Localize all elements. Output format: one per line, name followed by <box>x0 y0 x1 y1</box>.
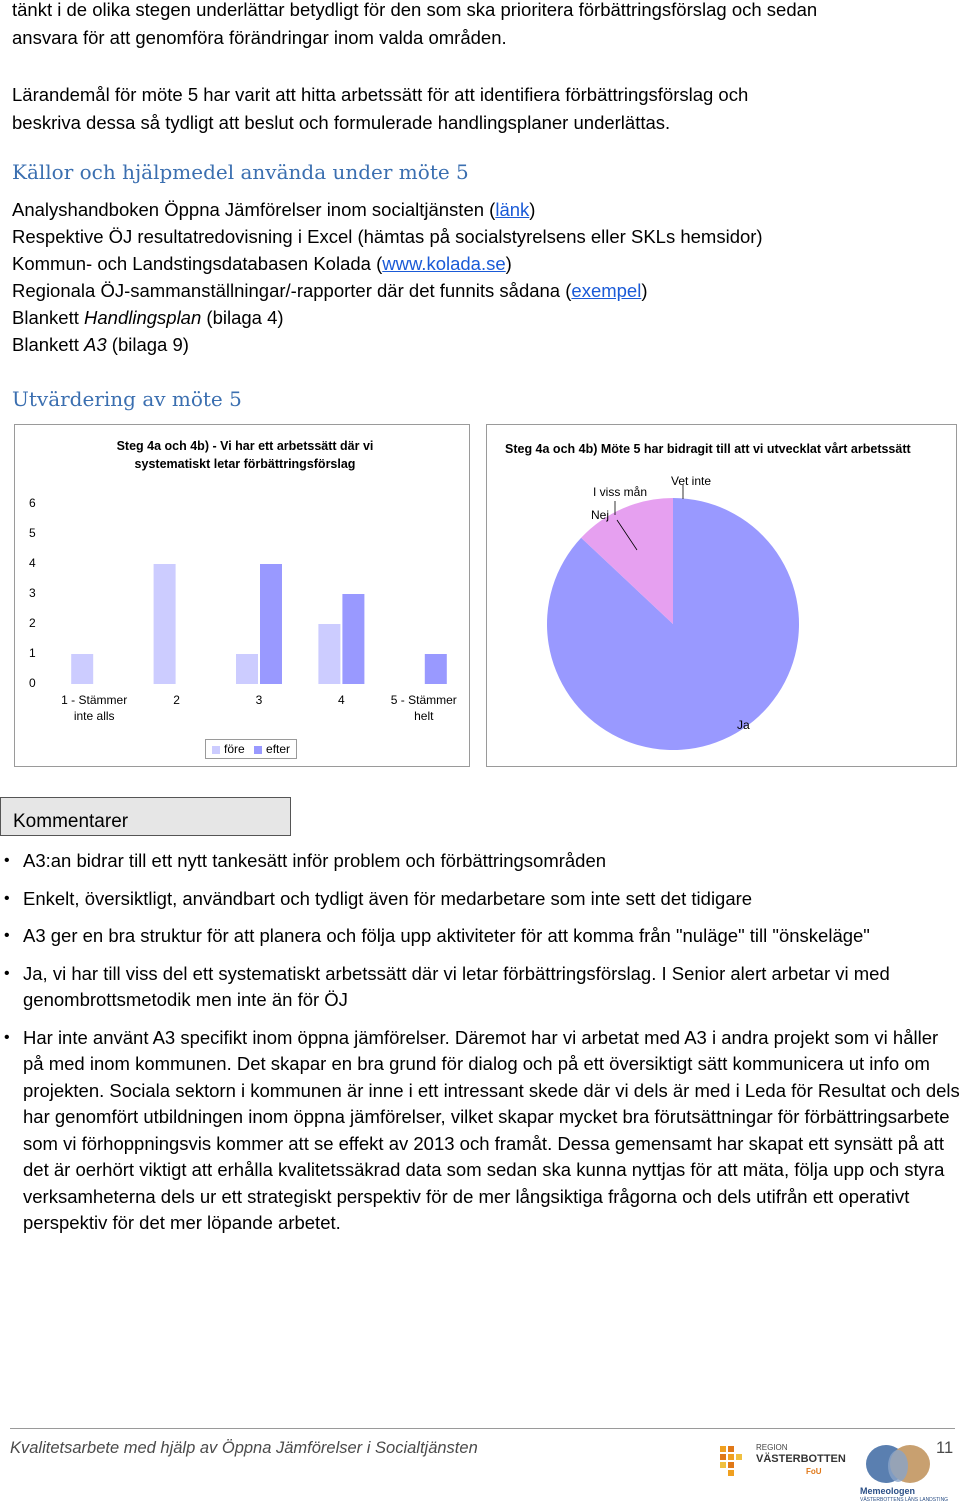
bar-y-tick: 0 <box>29 676 36 690</box>
pie-chart-frame <box>486 424 957 767</box>
intro-p1-line2: ansvara för att genomföra förändringar inom valda områden. <box>12 27 507 48</box>
source-3-text: Kommun- och Landstingsdatabasen Kolada ( <box>12 253 383 274</box>
comment-item: • A3 ger en bra struktur för att planera och följa upp aktiviteter för att komma från "nuläge" till "önskeläge" <box>0 923 960 950</box>
pie-label-nej: Nej <box>591 508 610 522</box>
bar-efter-2 <box>260 564 282 684</box>
source-5-b: (bilaga 4) <box>201 307 284 328</box>
source-line-5 <box>12 304 763 331</box>
bar-fore-1 <box>154 564 176 684</box>
bar-x-tick: 1 - Stämmer inte alls <box>61 693 128 723</box>
region-logo-name: VÄSTERBOTTEN <box>756 1453 846 1465</box>
comments-heading: Kommentarer <box>13 811 129 832</box>
legend-swatch-efter <box>254 746 262 754</box>
source-line-4 <box>12 277 763 304</box>
link-exempel[interactable]: exempel <box>571 280 642 301</box>
legend-label-efter: efter <box>266 742 291 756</box>
bar-y-tick: 5 <box>29 526 36 540</box>
pie-chart <box>487 425 956 766</box>
pie-chart-title: Steg 4a och 4b) Möte 5 har bidragit till att vi utvecklat vårt arbetssätt <box>505 442 911 456</box>
bar-y-tick: 6 <box>29 496 36 510</box>
intro-paragraph-2 <box>12 81 952 137</box>
comments-heading-box <box>0 797 291 836</box>
pie-label-i-viss-man: I viss mån <box>593 485 648 499</box>
comment-item: • A3:an bidrar till ett nytt tankesätt inför problem och förbättringsområden <box>0 848 960 875</box>
bar-x-tick: 2 <box>173 693 180 707</box>
page-number: 11 <box>936 1439 954 1457</box>
intro-paragraph-1 <box>12 0 952 52</box>
legend-label-fore: före <box>224 742 245 756</box>
pie-label-ja: Ja <box>737 718 750 732</box>
pie-label-vet-inte: Vet inte <box>671 474 712 488</box>
bar-chart-frame <box>14 424 470 767</box>
region-logo-word: REGION <box>756 1443 788 1452</box>
link-lank[interactable]: länk <box>495 199 530 220</box>
faces-logo-icon <box>858 1444 940 1486</box>
source-line-3 <box>12 250 763 277</box>
source-4-end: ) <box>641 280 648 301</box>
legend-swatch-fore <box>212 746 220 754</box>
memeologen-name: Memeologen <box>860 1486 916 1496</box>
source-5-a: Blankett <box>12 307 84 328</box>
source-5-italic: Handlingsplan <box>84 307 202 328</box>
footer-title: Kvalitetsarbete med hjälp av Öppna Jämförelser i Socialtjänsten <box>10 1439 478 1457</box>
source-6-b: (bilaga 9) <box>106 334 189 355</box>
intro-p2-line1: Lärandemål för möte 5 har varit att hitta arbetssätt för att identifiera förbättringsförslag och <box>12 84 749 105</box>
bar-efter-4 <box>425 654 447 684</box>
source-1-text: Analyshandboken Öppna Jämförelser inom socialtjänsten ( <box>12 199 496 220</box>
bar-fore-3 <box>318 624 340 684</box>
sources-list <box>12 196 763 358</box>
region-logo-icon <box>718 1444 748 1478</box>
source-3-end: ) <box>505 253 512 274</box>
source-6-a: Blankett <box>12 334 84 355</box>
bar-y-tick: 3 <box>29 586 36 600</box>
evaluation-heading: Utvärdering av möte 5 <box>12 387 242 411</box>
bar-efter-3 <box>342 594 364 684</box>
bar-fore-2 <box>236 654 258 684</box>
source-line-2: Respektive ÖJ resultatredovisning i Excel (hämtas på socialstyrelsens eller SKLs hemsidor) <box>12 226 763 247</box>
bar-legend <box>205 739 297 759</box>
source-1-end: ) <box>529 199 536 220</box>
link-kolada[interactable]: www.kolada.se <box>382 253 506 274</box>
bar-y-tick: 2 <box>29 616 36 630</box>
bar-x-tick: 5 - Stämmer helt <box>390 693 457 723</box>
source-4-text: Regionala ÖJ-sammanställningar/-rapporter där det funnits sådana ( <box>12 280 572 301</box>
bar-fore-0 <box>71 654 93 684</box>
intro-p1-line1: tänkt i de olika stegen underlättar betydligt för den som ska prioritera förbättringsförslag och sedan <box>12 0 818 20</box>
region-vasterbotten-logo <box>718 1442 846 1482</box>
source-6-italic: A3 <box>84 334 107 355</box>
sources-heading: Källor och hjälpmedel använda under möte 5 <box>12 160 469 184</box>
bar-y-tick: 4 <box>29 556 36 570</box>
source-line-6 <box>12 331 763 358</box>
comment-item: • Enkelt, översiktligt, användbart och tydligt även för medarbetare som inte sett det tidigare <box>0 886 960 913</box>
footer-divider <box>10 1428 955 1429</box>
source-line-1 <box>12 196 763 223</box>
comment-item: • Ja, vi har till viss del ett systematiskt arbetssätt där vi letar förbättringsförslag. I Senior alert arbetar vi med genombrottsmetodik men inte än för ÖJ <box>0 961 960 1014</box>
bar-chart-title: Steg 4a och 4b) - Vi har ett arbetssätt där vi systematiskt letar förbättringsförslag <box>116 439 374 471</box>
bar-x-tick: 4 <box>338 693 345 707</box>
region-logo-sub: FoU <box>806 1467 822 1476</box>
intro-p2-line2: beskriva dessa så tydligt att beslut och formulerade handlingsplaner underlättas. <box>12 112 671 133</box>
bar-y-tick: 1 <box>29 646 36 660</box>
bar-x-tick: 3 <box>255 693 263 707</box>
comments-list <box>0 848 960 1237</box>
comment-item: • Har inte använt A3 specifikt inom öppna jämförelser. Däremot har vi arbetat med A3 i andra projekt som vi håller på med inom kommunen. Det skapar en bra grund för dialog och på ett översiktigt sätt kommunicera ut info om projekten. Sociala sektorn i kommunen är inne i ett intressant skede där vi dels är med i Leda för Resultat och dels har genomfört utbildningen inom öppna jämförelser, vilket skapar mycket bra förutsättningar för förbättringsarbete som vi förhoppningsvis kommer att se effekt av 2013 och framåt. Dessa gemensamt har skapat ett synsätt på att det är oerhört viktigt att erhålla kvalitetssäkrad data som sedan ska kunna nyttjas för att mäta, följa upp och styra verksamheterna dels ur ett strategiskt perspektiv för de mer långsiktiga frågorna och dels utifrån ett operativt perspektiv för det mer löpande arbetet. <box>0 1025 960 1237</box>
memeologen-sub: VÄSTERBOTTENS LÄNS LANDSTING <box>860 1497 949 1503</box>
